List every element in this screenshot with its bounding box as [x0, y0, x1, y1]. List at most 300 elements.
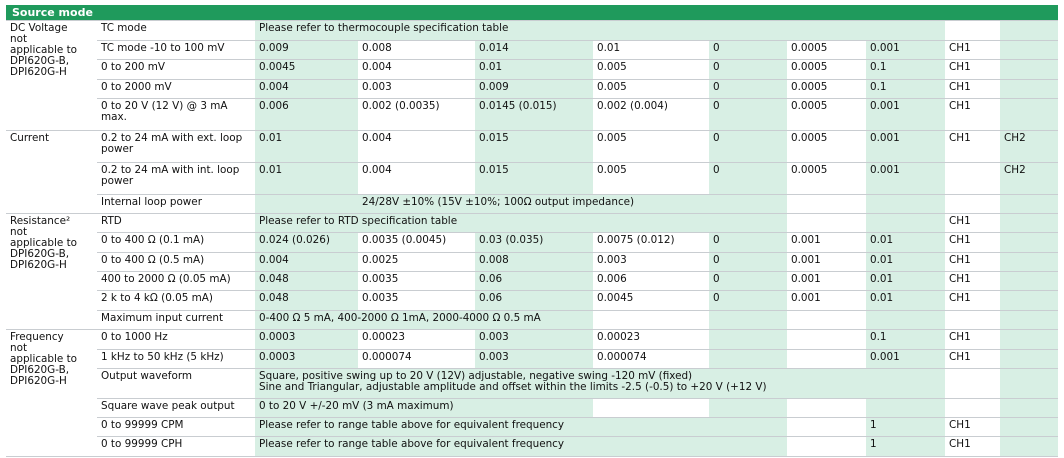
row-divider — [6, 20, 1058, 21]
cell-text: 0.01 — [870, 292, 894, 304]
cell-text: Square wave peak output — [101, 400, 235, 412]
cell-text: 0.048 — [259, 292, 289, 304]
cell-text: 0 to 20 V (12 V) @ 3 mA max. — [101, 100, 228, 123]
table-cell — [358, 130, 475, 162]
cell-text: 0 — [713, 100, 720, 112]
cell-text: CH1 — [949, 438, 971, 450]
cell-text: 0.004 — [259, 81, 289, 93]
table-cell — [593, 232, 709, 252]
table-cell — [1000, 368, 1058, 398]
cell-text: CH1 — [949, 100, 971, 112]
table-cell — [1000, 232, 1058, 252]
table-cell — [255, 40, 358, 59]
cell-text: 0.024 (0.026) — [259, 234, 330, 246]
row-divider — [97, 98, 1058, 99]
row-divider — [97, 398, 1058, 399]
cell-text: 1 kHz to 50 kHz (5 kHz) — [101, 351, 224, 363]
cell-text: 0.001 — [791, 234, 821, 246]
cell-text: 0.048 — [259, 273, 289, 285]
cell-text: 0.01 — [597, 42, 621, 54]
cell-text: 0 — [713, 234, 720, 246]
table-cell — [709, 232, 787, 252]
row-divider — [97, 349, 1058, 350]
table-cell — [593, 59, 709, 79]
table-cell — [255, 252, 358, 271]
cell-text: 24/28V ±10% (15V ±10%; 100Ω output impedance) — [362, 196, 635, 208]
table-cell — [593, 349, 709, 368]
table-cell — [709, 213, 787, 232]
table-cell — [1000, 213, 1058, 232]
table-cell — [97, 98, 255, 130]
table-cell — [945, 232, 1000, 252]
table-cell — [945, 290, 1000, 310]
table-cell — [97, 213, 255, 232]
table-cell — [787, 271, 866, 290]
cell-text: 0.0035 (0.0045) — [362, 234, 447, 246]
cell-text: 0.015 — [479, 132, 509, 144]
cell-text: Resistance² not applicable to DPI620G-B, DPI620G-H — [10, 215, 78, 271]
cell-text: 0.001 — [870, 42, 900, 54]
table-cell — [475, 252, 593, 271]
cell-text: 0.003 — [362, 81, 392, 93]
table-cell — [593, 252, 709, 271]
table-cell — [709, 162, 787, 194]
table-cell — [255, 79, 358, 98]
cell-text: CH2 — [1004, 132, 1026, 144]
table-cell — [945, 271, 1000, 290]
table-cell — [475, 59, 593, 79]
table-cell — [475, 349, 593, 368]
cell-text: 400 to 2000 Ω (0.05 mA) — [101, 273, 231, 285]
cell-text: Please refer to range table above for equivalent frequency — [259, 419, 565, 431]
table-cell — [945, 417, 1000, 436]
table-cell — [6, 20, 97, 130]
table-cell — [97, 162, 255, 194]
cell-text: 0.006 — [259, 100, 289, 112]
table-cell — [358, 290, 475, 310]
table-cell — [6, 329, 97, 456]
row-divider — [97, 162, 1058, 163]
table-cell — [475, 79, 593, 98]
cell-text: 0 — [713, 132, 720, 144]
table-cell — [358, 194, 709, 213]
cell-text: 0.0005 — [791, 61, 828, 73]
cell-text: 0.00023 — [362, 331, 405, 343]
table-cell — [787, 310, 866, 329]
cell-text: Maximum input current — [101, 312, 224, 324]
cell-text: 0.001 — [870, 100, 900, 112]
cell-text: 0.001 — [791, 254, 821, 266]
table-cell — [787, 213, 866, 232]
row-divider — [97, 59, 1058, 60]
cell-text: TC mode -10 to 100 mV — [101, 42, 225, 54]
table-cell — [945, 59, 1000, 79]
table-cell — [787, 417, 866, 436]
cell-text: 0 to 20 V +/-20 mV (3 mA maximum) — [259, 400, 454, 412]
cell-text: CH2 — [1004, 164, 1026, 176]
table-cell — [709, 398, 787, 417]
table-cell — [709, 436, 787, 456]
table-cell — [255, 98, 358, 130]
table-cell — [945, 349, 1000, 368]
cell-text: 0.004 — [362, 164, 392, 176]
table-cell — [97, 130, 255, 162]
cell-text: Please refer to range table above for equivalent frequency — [259, 438, 565, 450]
row-divider — [97, 252, 1058, 253]
table-cell — [1000, 79, 1058, 98]
cell-text: 0 to 99999 CPH — [101, 438, 183, 450]
cell-text: 0.0005 — [791, 164, 828, 176]
cell-text: 0.0003 — [259, 351, 296, 363]
cell-text: 1 — [870, 438, 877, 450]
cell-text: 0 — [713, 81, 720, 93]
table-cell — [945, 20, 1000, 40]
row-divider — [97, 368, 1058, 369]
table-cell — [787, 252, 866, 271]
table-cell — [358, 98, 475, 130]
table-cell — [945, 252, 1000, 271]
cell-text: 0.005 — [597, 81, 627, 93]
table-cell — [1000, 130, 1058, 162]
table-cell — [866, 59, 945, 79]
table-cell — [593, 98, 709, 130]
cell-text: 0.006 — [597, 273, 627, 285]
table-cell — [97, 194, 255, 213]
cell-text: 0 to 99999 CPM — [101, 419, 184, 431]
cell-text: CH1 — [949, 292, 971, 304]
table-cell — [866, 40, 945, 59]
cell-text: TC mode — [101, 22, 147, 34]
cell-text: 0-400 Ω 5 mA, 400-2000 Ω 1mA, 2000-4000 Ω 0.5 mA — [259, 312, 541, 324]
cell-text: CH1 — [949, 273, 971, 285]
table-cell — [255, 213, 709, 232]
table-cell — [945, 436, 1000, 456]
table-cell — [475, 130, 593, 162]
row-divider — [6, 456, 1058, 457]
table-cell — [97, 436, 255, 456]
cell-text: 0.000074 — [362, 351, 412, 363]
table-cell — [255, 130, 358, 162]
cell-text: Frequency not applicable to DPI620G-B, DPI620G-H — [10, 331, 78, 387]
table-cell — [97, 398, 255, 417]
table-cell — [945, 213, 1000, 232]
table-cell — [709, 79, 787, 98]
table-cell — [1000, 290, 1058, 310]
table-cell — [1000, 349, 1058, 368]
table-cell — [1000, 417, 1058, 436]
cell-text: CH1 — [949, 234, 971, 246]
row-divider — [6, 213, 1058, 214]
cell-text: CH1 — [949, 42, 971, 54]
table-cell — [255, 436, 709, 456]
table-cell — [787, 130, 866, 162]
table-cell — [593, 290, 709, 310]
table-cell — [945, 79, 1000, 98]
cell-text: 0.004 — [259, 254, 289, 266]
row-divider — [97, 310, 1058, 311]
table-cell — [945, 310, 1000, 329]
table-cell — [787, 232, 866, 252]
cell-text: 0.003 — [479, 351, 509, 363]
table-cell — [255, 194, 358, 213]
table-cell — [6, 130, 97, 213]
table-cell — [866, 436, 945, 456]
cell-text: 0 to 200 mV — [101, 61, 166, 73]
table-cell — [358, 329, 475, 349]
cell-text: 0 — [713, 61, 720, 73]
cell-text: 0.01 — [259, 164, 283, 176]
table-cell — [97, 20, 255, 40]
table-cell — [358, 59, 475, 79]
row-divider — [6, 130, 1058, 131]
row-divider — [97, 40, 1058, 41]
cell-text: 0.0035 — [362, 292, 399, 304]
cell-text: 2 k to 4 kΩ (0.05 mA) — [101, 292, 213, 304]
table-cell — [709, 59, 787, 79]
cell-text: 0.0045 — [597, 292, 634, 304]
cell-text: Square, positive swing up to 20 V (12V) adjustable, negative swing -120 mV (fixed) Sine and Triangular, adjustable amplitude and offset within the limits -2.5 (-0.5) to +20 V (+12 V) — [259, 370, 767, 393]
table-cell — [787, 79, 866, 98]
table-cell — [593, 271, 709, 290]
table-cell — [787, 349, 866, 368]
table-cell — [97, 252, 255, 271]
cell-text: 0.002 (0.004) — [597, 100, 668, 112]
cell-text: 0.014 — [479, 42, 509, 54]
table-cell — [709, 130, 787, 162]
cell-text: 0.009 — [259, 42, 289, 54]
table-cell — [1000, 398, 1058, 417]
cell-text: 0.01 — [870, 273, 894, 285]
cell-text: 0.001 — [870, 164, 900, 176]
cell-text: 0.008 — [362, 42, 392, 54]
table-cell — [866, 398, 945, 417]
cell-text: 0.01 — [479, 61, 503, 73]
cell-text: Please refer to thermocouple specification table — [259, 22, 509, 34]
cell-text: 0.0035 — [362, 273, 399, 285]
table-cell — [945, 98, 1000, 130]
table-cell — [97, 40, 255, 59]
cell-text: 0.003 — [597, 254, 627, 266]
table-cell — [255, 329, 358, 349]
table-cell — [866, 79, 945, 98]
cell-text: 0.0005 — [791, 42, 828, 54]
cell-text: 0 — [713, 292, 720, 304]
cell-text: 0.01 — [870, 254, 894, 266]
table-cell — [866, 329, 945, 349]
row-divider — [97, 194, 1058, 195]
table-cell — [866, 98, 945, 130]
table-cell — [709, 252, 787, 271]
table-cell — [945, 40, 1000, 59]
table-cell — [255, 271, 358, 290]
cell-text: 0.2 to 24 mA with int. loop power — [101, 164, 240, 187]
row-divider — [6, 329, 1058, 330]
cell-text: 0.0005 — [791, 100, 828, 112]
cell-text: 0.001 — [791, 292, 821, 304]
cell-text: CH1 — [949, 331, 971, 343]
row-divider — [97, 290, 1058, 291]
cell-text: 0 — [713, 42, 720, 54]
cell-text: CH1 — [949, 419, 971, 431]
cell-text: 0.1 — [870, 61, 887, 73]
cell-text: 0.008 — [479, 254, 509, 266]
table-cell — [787, 290, 866, 310]
table-cell — [255, 349, 358, 368]
table-cell — [475, 290, 593, 310]
table-cell — [866, 417, 945, 436]
table-cell — [475, 98, 593, 130]
cell-text: 0.2 to 24 mA with ext. loop power — [101, 132, 243, 155]
cell-text: RTD — [101, 215, 122, 227]
table-cell — [709, 40, 787, 59]
table-cell — [1000, 310, 1058, 329]
table-cell — [97, 349, 255, 368]
table-cell — [866, 130, 945, 162]
table-cell — [255, 59, 358, 79]
cell-text: 0.01 — [259, 132, 283, 144]
table-cell — [787, 40, 866, 59]
table-cell — [593, 130, 709, 162]
table-cell — [255, 290, 358, 310]
cell-text: 0.0005 — [791, 81, 828, 93]
table-cell — [593, 310, 709, 329]
table-cell — [866, 232, 945, 252]
table-cell — [709, 290, 787, 310]
cell-text: 0.0075 (0.012) — [597, 234, 675, 246]
table-cell — [475, 232, 593, 252]
table-cell — [866, 252, 945, 271]
table-cell — [1000, 40, 1058, 59]
table-cell — [1000, 162, 1058, 194]
table-cell — [97, 79, 255, 98]
cell-text: 0.001 — [870, 351, 900, 363]
cell-text: 0.06 — [479, 273, 503, 285]
row-divider — [97, 417, 1058, 418]
table-cell — [255, 398, 593, 417]
table-cell — [255, 232, 358, 252]
cell-text: 0 — [713, 164, 720, 176]
cell-text: 0.0145 (0.015) — [479, 100, 557, 112]
table-cell — [1000, 20, 1058, 40]
cell-text: CH1 — [949, 81, 971, 93]
table-cell — [866, 368, 945, 398]
table-cell — [97, 417, 255, 436]
table-cell — [787, 59, 866, 79]
cell-text: 0 to 1000 Hz — [101, 331, 168, 343]
table-cell — [945, 194, 1000, 213]
table-cell — [358, 40, 475, 59]
table-cell — [358, 232, 475, 252]
cell-text: 0.005 — [597, 132, 627, 144]
row-divider — [97, 271, 1058, 272]
cell-text: 0 to 400 Ω (0.5 mA) — [101, 254, 205, 266]
table-cell — [255, 310, 593, 329]
cell-text: 0.004 — [362, 132, 392, 144]
cell-text: 0.06 — [479, 292, 503, 304]
cell-text: 0 — [713, 273, 720, 285]
table-cell — [709, 194, 787, 213]
cell-text: CH1 — [949, 132, 971, 144]
table-cell — [593, 40, 709, 59]
cell-text: Internal loop power — [101, 196, 202, 208]
table-cell — [787, 162, 866, 194]
table-cell — [866, 271, 945, 290]
table-cell — [593, 162, 709, 194]
table-cell — [787, 98, 866, 130]
table-cell — [709, 417, 787, 436]
table-cell — [475, 271, 593, 290]
cell-text: 0.001 — [870, 132, 900, 144]
cell-text: DC Voltage not applicable to DPI620G-B, DPI620G-H — [10, 22, 78, 78]
table-cell — [1000, 59, 1058, 79]
cell-text: 1 — [870, 419, 877, 431]
section-header: Source mode — [6, 5, 1058, 20]
table-cell — [358, 252, 475, 271]
row-divider — [97, 436, 1058, 437]
table-cell — [593, 329, 709, 349]
table-cell — [97, 310, 255, 329]
table-cell — [709, 329, 787, 349]
table-cell — [866, 349, 945, 368]
cell-text: CH1 — [949, 254, 971, 266]
cell-text: 0.004 — [362, 61, 392, 73]
table-cell — [593, 398, 709, 417]
table-cell — [255, 417, 709, 436]
table-cell — [866, 213, 945, 232]
table-cell — [593, 79, 709, 98]
row-divider — [97, 79, 1058, 80]
table-cell — [358, 349, 475, 368]
table-cell — [1000, 271, 1058, 290]
table-cell — [945, 398, 1000, 417]
table-cell — [866, 310, 945, 329]
table-cell — [97, 232, 255, 252]
cell-text: Current — [10, 132, 50, 144]
table-cell — [787, 194, 866, 213]
table-cell — [97, 59, 255, 79]
table-cell — [945, 130, 1000, 162]
table-cell — [709, 98, 787, 130]
table-cell — [1000, 329, 1058, 349]
cell-text: CH1 — [949, 215, 971, 227]
table-cell — [709, 310, 787, 329]
table-cell — [358, 79, 475, 98]
cell-text: 0.009 — [479, 81, 509, 93]
table-cell — [358, 162, 475, 194]
table-cell — [709, 349, 787, 368]
table-cell — [255, 368, 866, 398]
cell-text: 0.0003 — [259, 331, 296, 343]
table-cell — [866, 194, 945, 213]
table-cell — [358, 271, 475, 290]
cell-text: 0.0045 — [259, 61, 296, 73]
cell-text: 0.0025 — [362, 254, 399, 266]
cell-text: 0.1 — [870, 81, 887, 93]
cell-text: Output waveform — [101, 370, 193, 382]
table-cell — [866, 290, 945, 310]
cell-text: 0.015 — [479, 164, 509, 176]
table-cell — [97, 290, 255, 310]
cell-text: 0 — [713, 254, 720, 266]
table-cell — [475, 40, 593, 59]
table-cell — [945, 162, 1000, 194]
table-cell — [709, 271, 787, 290]
table-cell — [97, 271, 255, 290]
table-cell — [1000, 252, 1058, 271]
table-cell — [6, 213, 97, 329]
cell-text: 0.01 — [870, 234, 894, 246]
cell-text: 0 to 2000 mV — [101, 81, 172, 93]
